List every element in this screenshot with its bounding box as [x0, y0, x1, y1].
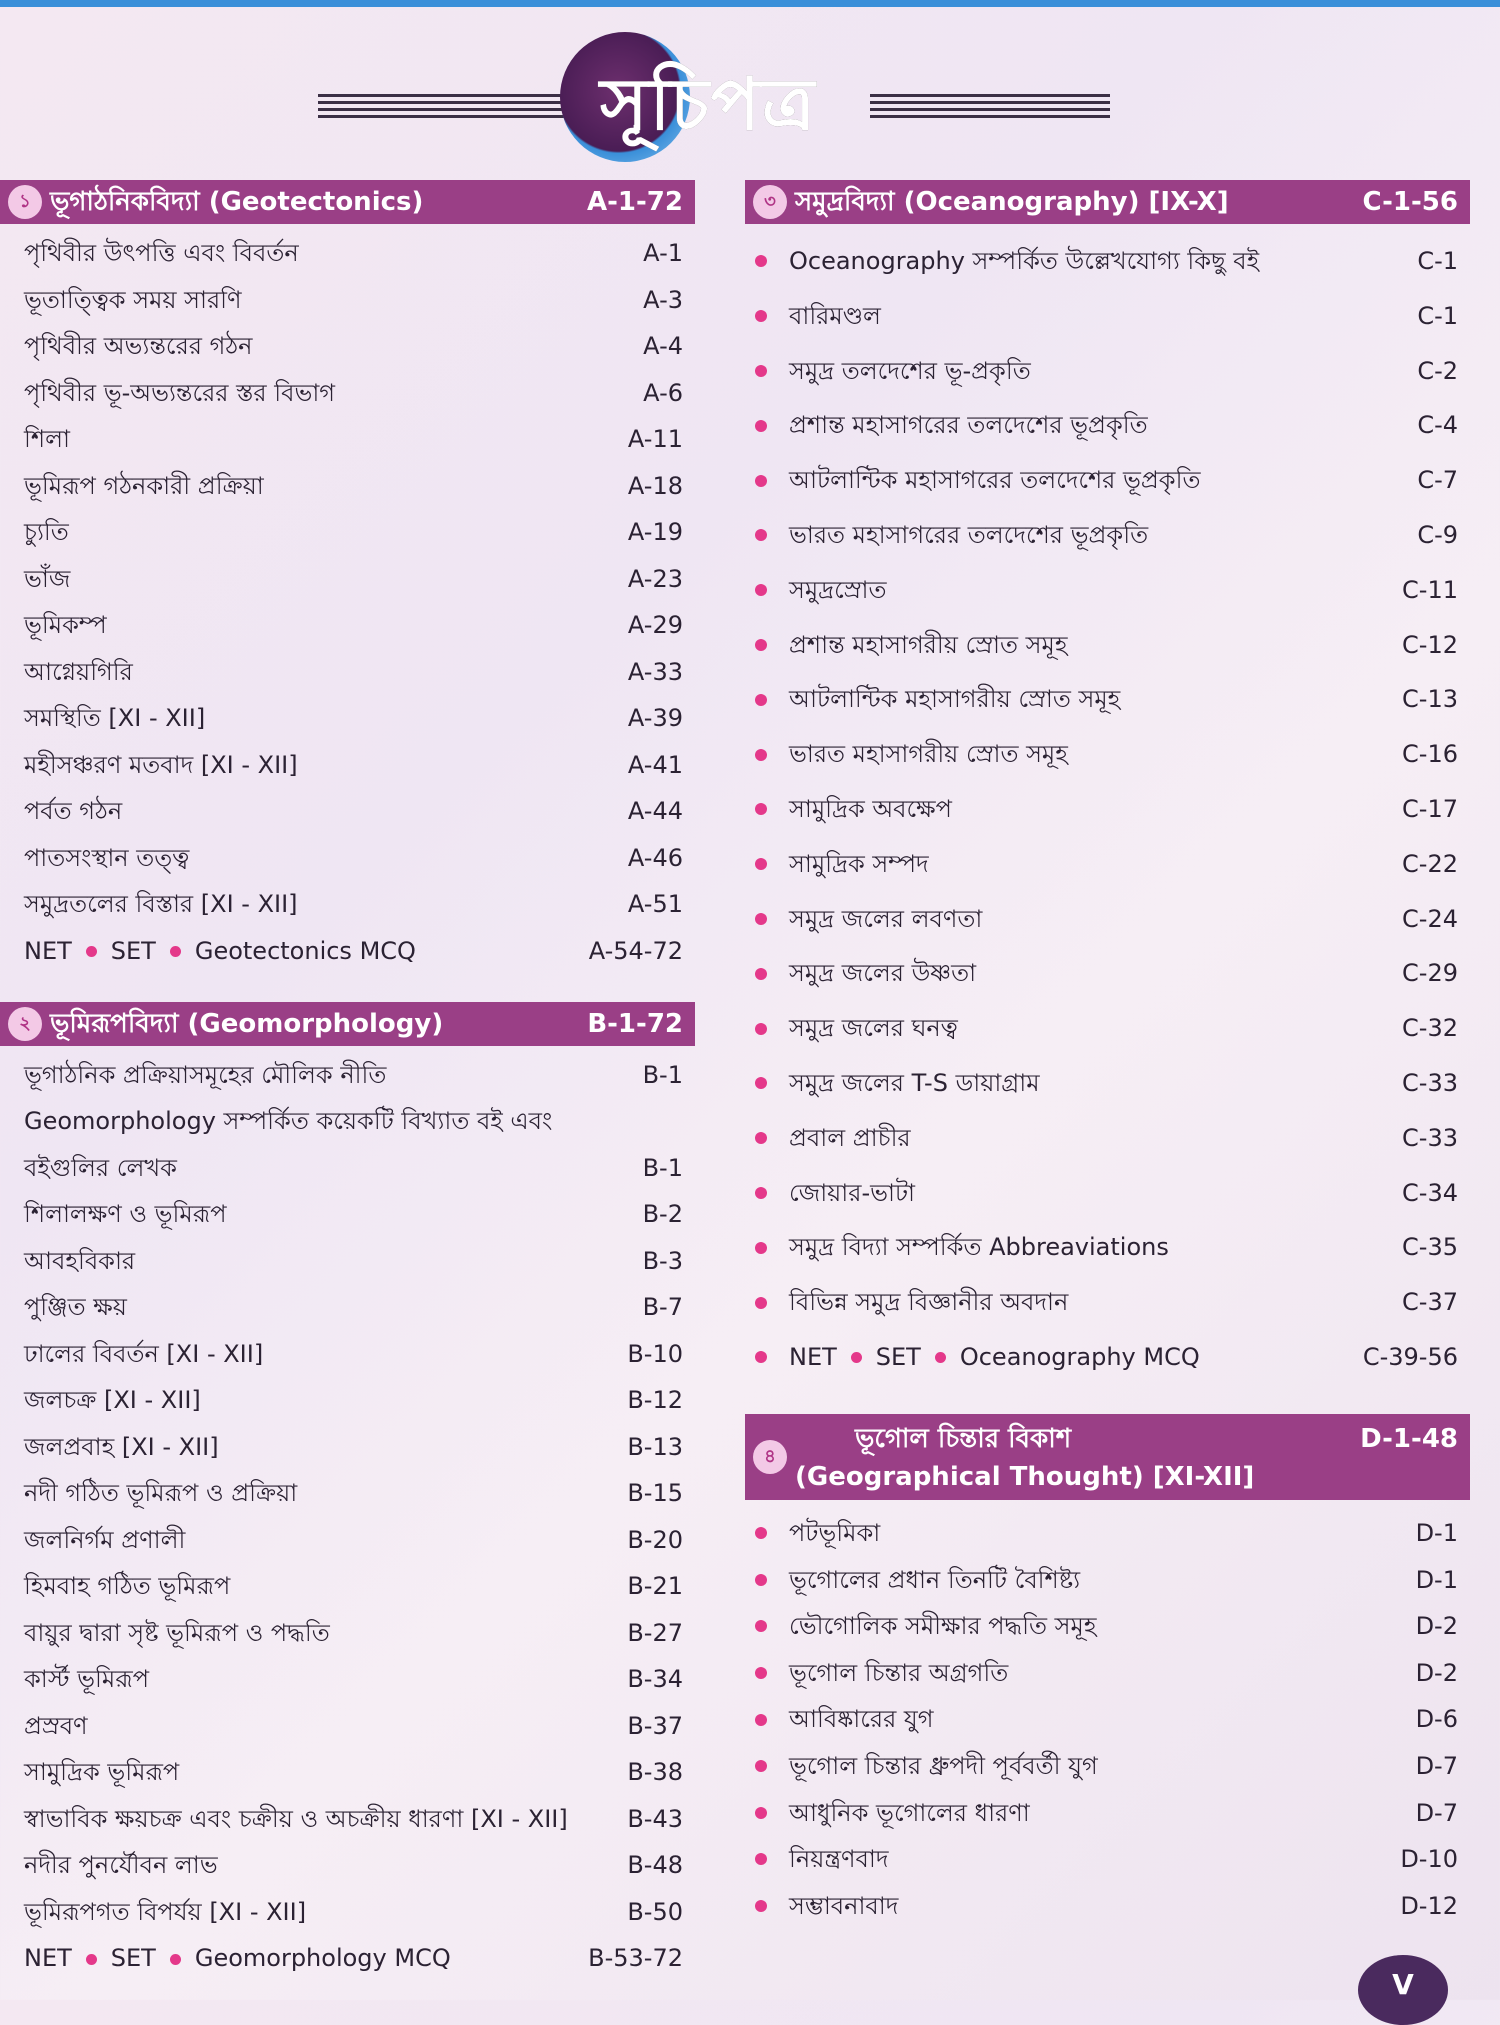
toc-entry-title: সমুদ্র জলের লবণতা — [789, 904, 983, 933]
toc-entry-page: A-11 — [627, 425, 683, 453]
toc-entry[interactable] — [24, 1517, 695, 1564]
toc-entry[interactable] — [24, 649, 695, 696]
toc-entry[interactable] — [745, 1220, 1470, 1275]
toc-entry[interactable] — [24, 1656, 695, 1703]
toc-entry-page: C-24 — [1402, 904, 1458, 933]
toc-entry-title: ভাঁজ — [24, 564, 71, 593]
toc-entry-title: আবিষ্কারের যুগ — [789, 1705, 934, 1734]
toc-entry-page: C-33 — [1402, 1123, 1458, 1152]
toc-entry-page: A-18 — [627, 471, 683, 500]
toc-entry[interactable] — [24, 370, 695, 417]
toc-entry-title: পৃথিবীর ভূ-অভ্যন্তরের স্তর বিভাগ — [24, 378, 336, 407]
toc-entry-page: C-37 — [1402, 1288, 1458, 1317]
toc-entry-page: A-44 — [627, 797, 683, 825]
toc-entry-title: ভূমিরূপগত বিপর্যয় [XI - XII] — [24, 1897, 307, 1926]
bullet-icon — [935, 1352, 946, 1363]
toc-entry-page: A-3 — [643, 285, 683, 314]
toc-entry[interactable] — [24, 509, 695, 556]
toc-entry-title: সমুদ্র বিদ্যা সম্পর্কিত Abbreaviations — [789, 1233, 1169, 1262]
toc-entry-page: C-13 — [1402, 685, 1458, 714]
toc-entry[interactable] — [24, 1284, 695, 1331]
toc-entry-page: C-32 — [1402, 1014, 1458, 1043]
toc-entry[interactable] — [745, 398, 1470, 453]
bullet-icon — [755, 1351, 767, 1363]
toc-entry-page: D-10 — [1400, 1845, 1458, 1874]
mcq-page: C-39-56 — [1362, 1342, 1458, 1371]
toc-entry-page: C-4 — [1417, 411, 1458, 440]
toc-entry-title: প্রবাল প্রাচীর — [789, 1123, 911, 1152]
toc-entry-page: C-33 — [1402, 1068, 1458, 1097]
set-label: SET — [110, 1944, 156, 1972]
mcq-label: Geomorphology MCQ — [194, 1944, 451, 1972]
toc-entry-page: C-1 — [1417, 247, 1458, 275]
toc-entry[interactable] — [745, 1056, 1470, 1111]
section-b-list — [0, 1046, 695, 1936]
toc-entry-page: B-10 — [627, 1339, 683, 1368]
toc-entry-page: A-51 — [627, 890, 683, 918]
toc-entry-title: ঢালের বিবর্তন [XI - XII] — [24, 1339, 264, 1368]
section-page-range: C-1-56 — [1362, 187, 1458, 217]
section-title: ভূগাঠনিকবিদ্যা (Geotectonics) — [50, 187, 424, 217]
toc-entry-title: আধুনিক ভূগোলের ধারণা — [789, 1798, 1030, 1827]
title-rule-left — [318, 94, 568, 124]
toc-entry[interactable] — [24, 1145, 695, 1192]
toc-entry-page: B-38 — [627, 1758, 683, 1786]
toc-entry[interactable] — [745, 453, 1470, 508]
toc-entry-title: পৃথিবীর অভ্যন্তরের গঠন — [24, 332, 253, 360]
toc-entry-page: B-34 — [627, 1665, 683, 1693]
toc-entry-title: সমুদ্র জলের উষ্ণতা — [789, 959, 977, 988]
toc-entry[interactable] — [24, 230, 695, 277]
toc-entry-title: সামুদ্রিক অবক্ষেপ — [789, 794, 952, 823]
toc-entry-title: ভারত মহাসাগরীয় স্রোত সমূহ — [789, 740, 1068, 769]
toc-entry-page: C-35 — [1402, 1233, 1458, 1262]
toc-entry-page: C-7 — [1417, 466, 1458, 495]
toc-entry-title: মহীসঞ্চরণ মতবাদ [XI - XII] — [24, 750, 298, 779]
section-number-badge: ২ — [8, 1007, 42, 1041]
toc-entry[interactable] — [745, 1883, 1470, 1930]
mcq-page: B-53-72 — [588, 1944, 683, 1972]
toc-entry-title: প্রশান্ত মহাসাগরীয় স্রোত সমূহ — [789, 630, 1068, 659]
toc-entry-page: B-12 — [627, 1386, 683, 1414]
toc-entry[interactable] — [745, 1790, 1470, 1837]
toc-entry-title: বায়ুর দ্বারা সৃষ্ট ভূমিরূপ ও পদ্ধতি — [24, 1618, 330, 1647]
toc-entry-page: C-34 — [1402, 1178, 1458, 1207]
toc-entry[interactable] — [24, 1424, 695, 1471]
net-label: NET — [789, 1342, 837, 1371]
toc-entry[interactable] — [24, 323, 695, 370]
toc-entry-page: C-17 — [1402, 794, 1458, 823]
toc-entry[interactable] — [745, 344, 1470, 399]
toc-entry-title: জোয়ার-ভাটা — [789, 1178, 916, 1207]
title-rule-right — [870, 94, 1110, 124]
toc-entry[interactable] — [24, 1889, 695, 1936]
section-header-d[interactable] — [745, 1414, 1470, 1500]
toc-entry-title: পাতসংস্থান তত্ত্ব — [24, 843, 190, 872]
toc-entry[interactable] — [24, 277, 695, 324]
toc-entry[interactable] — [745, 782, 1470, 837]
mcq-row-c[interactable] — [745, 1330, 1470, 1384]
toc-entry-page: B-21 — [627, 1572, 683, 1600]
section-title: সমুদ্রবিদ্যা (Oceanography) [IX-X] — [795, 187, 1229, 217]
toc-entry-page: C-16 — [1402, 740, 1458, 769]
toc-entry-page: A-1 — [643, 239, 683, 267]
toc-entry-title: ভূগোলের প্রধান তিনটি বৈশিষ্ট্য — [789, 1565, 1081, 1594]
toc-entry[interactable] — [24, 881, 695, 928]
toc-entry[interactable] — [24, 742, 695, 789]
toc-entry-page: B-27 — [627, 1618, 683, 1647]
bullet-icon — [170, 946, 181, 957]
section-header-a[interactable] — [0, 180, 695, 224]
section-page-range: A-1-72 — [587, 187, 683, 217]
toc-entry-title: চ্যুতি — [24, 518, 69, 546]
toc-entry-title: হিমবাহ গঠিত ভূমিরূপ — [24, 1572, 231, 1600]
toc-entry-page: D-1 — [1415, 1518, 1458, 1547]
toc-entry-page: A-41 — [627, 750, 683, 779]
toc-entry-title: জলচক্র [XI - XII] — [24, 1386, 201, 1414]
toc-entry-title: আবহবিকার — [24, 1246, 136, 1275]
toc-entry[interactable] — [745, 1696, 1470, 1743]
toc-entry-page: B-3 — [642, 1246, 683, 1275]
toc-entry-title: প্রশান্ত মহাসাগরের তলদেশের ভূপ্রকৃতি — [789, 411, 1148, 440]
toc-entry[interactable] — [24, 695, 695, 742]
bullet-icon — [86, 946, 97, 957]
toc-entry[interactable] — [24, 1842, 695, 1889]
toc-entry[interactable] — [745, 1510, 1470, 1557]
toc-entry[interactable] — [24, 835, 695, 882]
toc-entry-title: ভূগাঠনিক প্রক্রিয়াসমূহের মৌলিক নীতি — [24, 1060, 387, 1089]
toc-entry[interactable] — [745, 1650, 1470, 1697]
set-label: SET — [875, 1342, 921, 1371]
toc-entry-page: A-23 — [627, 564, 683, 593]
toc-entry-page: B-1 — [642, 1060, 683, 1089]
right-column — [745, 180, 1470, 1929]
toc-entry[interactable] — [24, 1703, 695, 1750]
toc-entry[interactable] — [745, 508, 1470, 563]
toc-entry-page: D-2 — [1415, 1612, 1458, 1641]
toc-entry-title: ভূগোল চিন্তার ধ্রুপদী পূর্ববর্তী যুগ — [789, 1751, 1098, 1780]
toc-entry[interactable] — [24, 1191, 695, 1238]
toc-entry-title: কার্স্ট ভূমিরূপ — [24, 1665, 150, 1693]
mcq-row-b[interactable] — [0, 1935, 695, 1981]
toc-entry-title: বইগুলির লেখক — [24, 1153, 177, 1182]
toc-entry-title: সমুদ্র জলের T-S ডায়াগ্রাম — [789, 1068, 1040, 1097]
toc-entry-page: C-22 — [1402, 849, 1458, 878]
section-header-c[interactable] — [745, 180, 1470, 224]
toc-entry-title: আগ্নেয়গিরি — [24, 657, 133, 686]
toc-entry-title: সম্ভাবনাবাদ — [789, 1891, 899, 1920]
toc-entry[interactable] — [745, 672, 1470, 727]
toc-entry[interactable] — [24, 602, 695, 649]
bullet-icon — [851, 1352, 862, 1363]
toc-entry-title: ভূমিকম্প — [24, 611, 107, 639]
toc-entry[interactable] — [24, 1098, 695, 1145]
toc-entry-title: বারিমণ্ডল — [789, 301, 881, 330]
toc-entry[interactable] — [24, 1331, 695, 1378]
toc-entry[interactable] — [745, 1603, 1470, 1650]
net-label: NET — [24, 936, 72, 965]
toc-entry-page: A-46 — [627, 843, 683, 872]
toc-entry-title: সমুদ্র তলদেশের ভূ-প্রকৃতি — [789, 356, 1031, 385]
toc-entry-title: শিলা — [24, 425, 70, 453]
toc-entry-title: Oceanography সম্পর্কিত উল্লেখযোগ্য কিছু বই — [789, 247, 1260, 275]
toc-entry[interactable] — [745, 727, 1470, 782]
toc-entry[interactable] — [745, 234, 1470, 289]
toc-entry-title: সমুদ্রতলের বিস্তার [XI - XII] — [24, 890, 298, 918]
toc-entry-title: ভূমিরূপ গঠনকারী প্রক্রিয়া — [24, 471, 264, 500]
toc-entry[interactable] — [24, 1610, 695, 1657]
toc-entry-page: B-48 — [627, 1851, 683, 1879]
section-number-badge: ৩ — [753, 185, 787, 219]
toc-entry[interactable] — [24, 1470, 695, 1517]
toc-entry[interactable] — [745, 1166, 1470, 1221]
toc-entry[interactable] — [745, 1001, 1470, 1056]
toc-entry-page: A-33 — [627, 657, 683, 686]
toc-entry-page: B-50 — [627, 1897, 683, 1926]
toc-entry-title: ভৌগোলিক সমীক্ষার পদ্ধতি সমূহ — [789, 1612, 1097, 1641]
section-title-line1: ভূগোল চিন্তার বিকাশ — [855, 1423, 1072, 1454]
toc-entry-page: B-43 — [627, 1804, 683, 1833]
mcq-label: Geotectonics MCQ — [194, 936, 416, 965]
toc-entry[interactable] — [24, 1796, 695, 1843]
toc-entry[interactable] — [24, 463, 695, 510]
section-title: ভূমিরূপবিদ্যা (Geomorphology) — [50, 1008, 444, 1039]
toc-entry-page: B-2 — [642, 1200, 683, 1228]
toc-entry-title: পটভূমিকা — [789, 1518, 881, 1547]
toc-entry-title: নদীর পুনর্যৌবন লাভ — [24, 1851, 218, 1879]
toc-entry-page: C-12 — [1402, 630, 1458, 659]
toc-entry-page: A-19 — [627, 518, 683, 546]
toc-entry-title: ভূতাত্ত্বিক সময় সারণি — [24, 285, 242, 314]
toc-entry-page: C-2 — [1417, 356, 1458, 385]
toc-entry-title: নদী গঠিত ভূমিরূপ ও প্রক্রিয়া — [24, 1479, 298, 1507]
section-page-range: D-1-48 — [1360, 1423, 1458, 1454]
set-label: SET — [110, 936, 156, 965]
net-label: NET — [24, 1944, 72, 1972]
toc-entry[interactable] — [745, 1743, 1470, 1790]
top-border — [0, 0, 1500, 7]
page-number-badge: V — [1358, 1955, 1448, 2025]
toc-entry-title: পৃথিবীর উৎপত্তি এবং বিবর্তন — [24, 239, 299, 267]
toc-entry[interactable] — [745, 563, 1470, 618]
toc-entry[interactable] — [24, 416, 695, 463]
section-title-line2: (Geographical Thought) [XI-XII] — [795, 1461, 1255, 1492]
page-title-banner — [0, 20, 1500, 170]
toc-entry-page: B-13 — [627, 1432, 683, 1461]
toc-entry-title: সামুদ্রিক ভূমিরূপ — [24, 1758, 180, 1786]
toc-entry-title: ভারত মহাসাগরের তলদেশের ভূপ্রকৃতি — [789, 520, 1149, 549]
toc-entry-title: সমুদ্র জলের ঘনত্ব — [789, 1014, 958, 1043]
toc-entry[interactable] — [24, 1377, 695, 1424]
toc-entry-page: B-1 — [642, 1153, 683, 1182]
toc-entry-title: সামুদ্রিক সম্পদ — [789, 849, 929, 878]
toc-entry[interactable] — [745, 1836, 1470, 1883]
toc-entry[interactable] — [745, 618, 1470, 673]
toc-entry-page: C-11 — [1402, 575, 1458, 604]
bullet-icon — [170, 1954, 181, 1965]
toc-entry[interactable] — [745, 892, 1470, 947]
toc-entry-title: আটলান্টিক মহাসাগরীয় স্রোত সমূহ — [789, 685, 1121, 714]
section-d-list — [745, 1500, 1470, 1929]
toc-entry[interactable] — [24, 1563, 695, 1610]
toc-entry[interactable] — [745, 837, 1470, 892]
toc-entry[interactable] — [24, 1749, 695, 1796]
mcq-row-a[interactable] — [0, 928, 695, 974]
toc-entry-page: A-6 — [643, 378, 683, 407]
section-c-list — [745, 224, 1470, 1330]
left-column — [0, 180, 695, 1981]
toc-entry-page: C-9 — [1417, 520, 1458, 549]
toc-entry[interactable] — [24, 788, 695, 835]
toc-entry-title: প্রস্রবণ — [24, 1711, 88, 1740]
section-a-list — [0, 224, 695, 928]
toc-entry-title: সমুদ্রস্রোত — [789, 575, 887, 604]
toc-entry[interactable] — [24, 1052, 695, 1099]
toc-entry-page: C-1 — [1417, 301, 1458, 330]
toc-entry-page: D-7 — [1415, 1751, 1458, 1780]
toc-entry-page: B-37 — [627, 1711, 683, 1740]
toc-entry-page: A-39 — [627, 704, 683, 732]
section-number-badge: ১ — [8, 185, 42, 219]
section-header-b[interactable] — [0, 1002, 695, 1046]
toc-entry[interactable] — [24, 556, 695, 603]
toc-entry-page: D-6 — [1415, 1705, 1458, 1734]
toc-entry-page: D-1 — [1415, 1565, 1458, 1594]
mcq-page: A-54-72 — [588, 936, 683, 965]
toc-entry-title: পর্বত গঠন — [24, 797, 123, 825]
toc-entry-page: B-20 — [627, 1525, 683, 1554]
toc-entry-page: A-4 — [643, 332, 683, 360]
toc-entry-title: সমস্থিতি [XI - XII] — [24, 704, 206, 732]
toc-entry-page: D-7 — [1415, 1798, 1458, 1827]
toc-entry-title: জলনির্গম প্রণালী — [24, 1525, 186, 1554]
toc-entry-title: জলপ্রবাহ [XI - XII] — [24, 1432, 219, 1461]
section-page-range: B-1-72 — [587, 1008, 683, 1039]
toc-entry-page: B-15 — [627, 1479, 683, 1507]
toc-entry-page: D-12 — [1400, 1891, 1458, 1920]
toc-entry[interactable] — [745, 946, 1470, 1001]
toc-entry-title: আটলান্টিক মহাসাগরের তলদেশের ভূপ্রকৃতি — [789, 466, 1201, 495]
toc-entry[interactable] — [745, 1275, 1470, 1330]
toc-entry[interactable] — [24, 1238, 695, 1285]
bullet-icon — [86, 1954, 97, 1965]
toc-entry-page: B-7 — [642, 1293, 683, 1321]
toc-entry[interactable] — [745, 289, 1470, 344]
page-title: সূচিপত্র — [600, 62, 817, 146]
section-number-badge: ৪ — [753, 1440, 787, 1474]
toc-entry-title: ভূগোল চিন্তার অগ্রগতি — [789, 1658, 1009, 1687]
toc-entry-title: শিলালক্ষণ ও ভূমিরূপ — [24, 1200, 227, 1228]
toc-entry-title: বিভিন্ন সমুদ্র বিজ্ঞানীর অবদান — [789, 1288, 1069, 1317]
toc-entry-page: D-2 — [1415, 1658, 1458, 1687]
toc-entry-page: C-29 — [1402, 959, 1458, 988]
toc-entry-title: পুঞ্জিত ক্ষয় — [24, 1293, 127, 1321]
toc-entry[interactable] — [745, 1111, 1470, 1166]
toc-entry-page: A-29 — [627, 611, 683, 639]
toc-entry-title: নিয়ন্ত্রণবাদ — [789, 1845, 889, 1874]
mcq-label: Oceanography MCQ — [959, 1342, 1200, 1371]
toc-entry-title: স্বাভাবিক ক্ষয়চক্র এবং চক্রীয় ও অচক্রীয় ধারণা [XI - XII] — [24, 1804, 568, 1833]
toc-entry-title: Geomorphology সম্পর্কিত কয়েকটি বিখ্যাত বই এবং — [24, 1107, 553, 1135]
toc-entry[interactable] — [745, 1557, 1470, 1604]
